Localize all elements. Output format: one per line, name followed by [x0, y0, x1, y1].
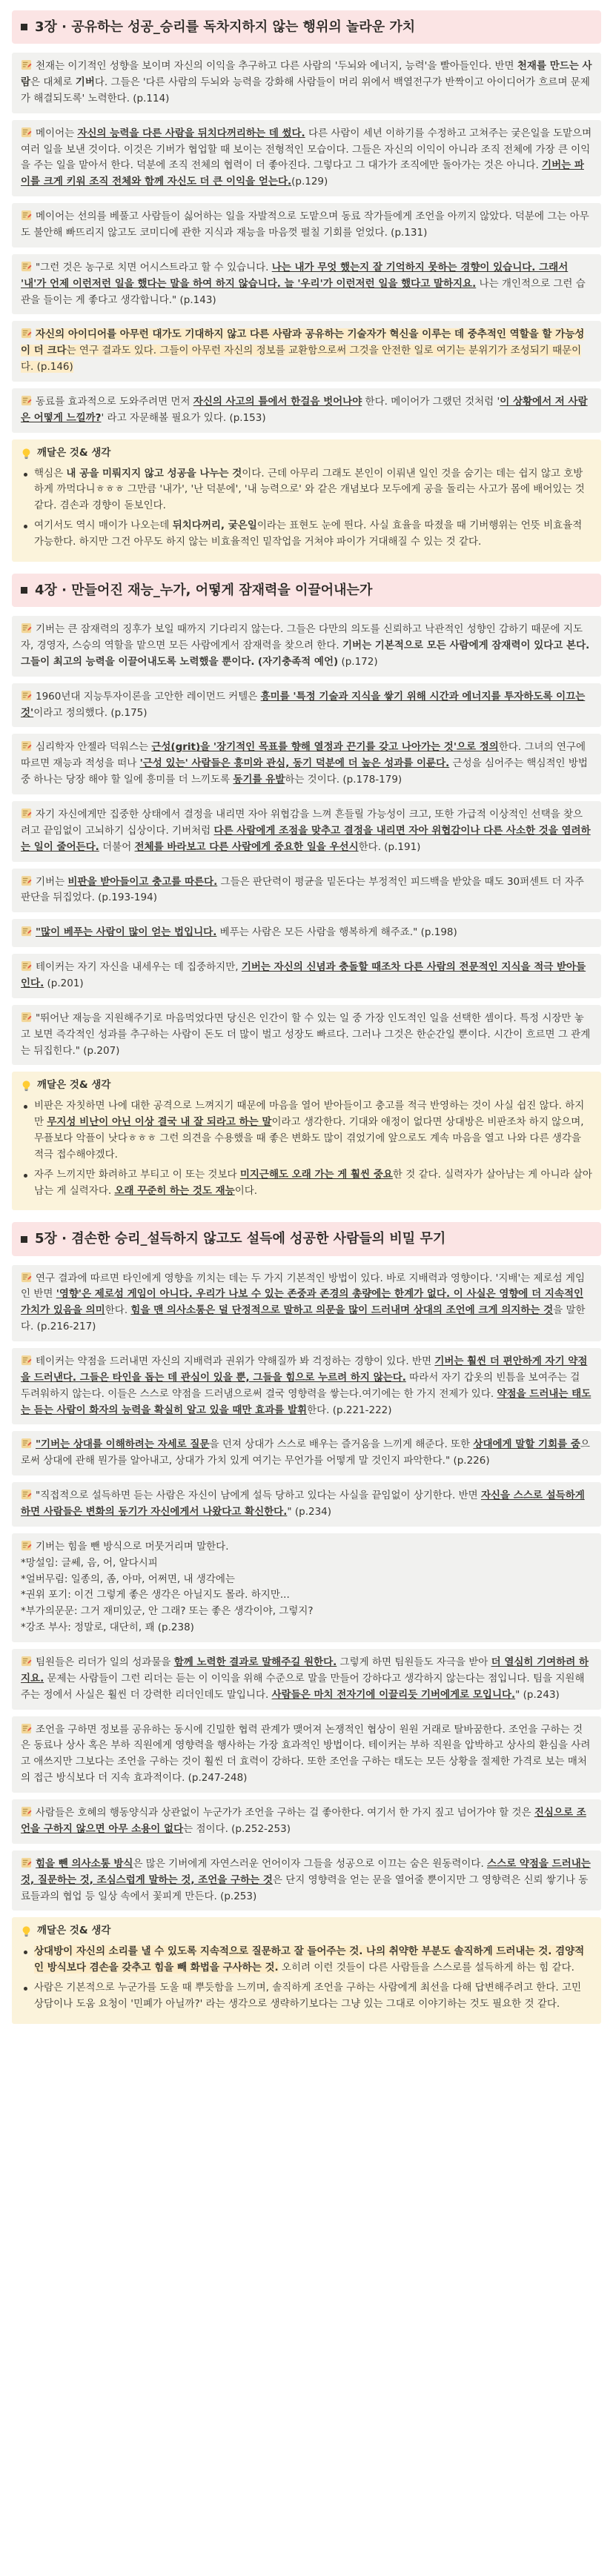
- quote-line: *강조 부사: 정말로, 대단히, 꽤 (p.238): [21, 1621, 194, 1634]
- takeaway-item: [21, 1980, 592, 2013]
- text-segment: 은 대체로: [30, 76, 76, 89]
- pencil-memo-icon: [21, 261, 32, 272]
- text-segment: 더 열심히 기여하려 하지요.: [21, 1656, 589, 1684]
- square-bullet-icon: [21, 24, 27, 30]
- quote-block: [12, 1431, 601, 1475]
- text-segment: 천재는 이기적인 성향을 보이며 자신의 이익을 추구하고 다른 사람의 '두뇌와 에너지, 능력'을 빨아들인다. 반면: [36, 60, 517, 73]
- takeaway-title: [21, 445, 592, 462]
- text-segment: 한다. 메이어가 그랬던 것처럼 ': [362, 396, 500, 408]
- text-segment: "많이 베푸는 사람이 많이 얻는 법입니다.: [36, 926, 217, 939]
- chapter-heading-text: 4장 · 만들어진 재능_누가, 어떻게 잠재력을 이끌어내는가: [35, 582, 373, 598]
- pencil-memo-icon: [21, 1355, 32, 1366]
- quote-line: *권위 포기: 이건 그렇게 좋은 생각은 아닐지도 몰라. 하지만...: [21, 1589, 290, 1601]
- quote-line: *부가의문문: 그거 재미있군, 안 그래? 또는 좋은 생각이야, 그렇지?: [21, 1605, 314, 1618]
- text-segment: 한 것 같다. 실력자가 살아남는 게 아니라 살아남는 게 실력자다.: [34, 1168, 592, 1197]
- text-segment: 무지성 비난이 아닌 이상 결국 내 잘 되라고 하는 말: [47, 1116, 272, 1129]
- text-segment: 스스로 약점을 드러내는 것, 질문하는 것, 조심스럽게 말하는 것, 조언을 구하는 것: [21, 1857, 591, 1886]
- text-segment: 동료를 효과적으로 도와주려면 먼저: [36, 396, 193, 408]
- text-segment: 그들은 판단력이 평균을 밑돈다는 부정적인 피드백을 받았을 때도 30퍼센트 더 자주 판단을 뒤집었다. (p.193-194): [21, 875, 584, 904]
- text-segment: 기버는: [36, 875, 68, 888]
- takeaway-title-text: 깨달은 것& 생각: [37, 446, 111, 459]
- quote-block: [12, 683, 601, 728]
- pencil-memo-icon: [21, 808, 32, 819]
- text-segment: 은 단지 영향력을 얻는 문을 열어줄 뿐이지만 그 영향력은 신뢰 쌓기나 동료들과의 협업 등 일상 속에서 꽃피게 만든다. (p.253): [21, 1873, 589, 1902]
- quote-block: [12, 1649, 601, 1710]
- takeaway-item: [21, 1944, 592, 1976]
- text-segment: 테이커는 자기 자신을 내세우는 데 집중하지만,: [36, 961, 242, 974]
- takeaway-callout: [12, 439, 601, 562]
- text-segment: 진심으로 조언을 구하지 않으면 아무 소용이 없다: [21, 1807, 586, 1835]
- light-bulb-icon: [21, 1080, 32, 1092]
- text-segment: 팀원들은 리더가 일의 성과물을: [36, 1656, 174, 1669]
- text-segment: 여기에는 한 가지 전제가 있다.: [362, 1387, 497, 1400]
- chapter-heading: [12, 10, 601, 44]
- text-segment: 기버는 기본적으로 모든 사람에게 잠재력이 있다고 본다. 그들이 최고의 능력을 이끌어내도록 노력했을 뿐이다.: [21, 639, 590, 668]
- text-segment: 사람들은 호혜의 행동양식과 상관없이 누군가가 조언을 구하는 걸 좋아한다. 여기서 한 가지 짚고 넘어가야 할 것은: [36, 1807, 534, 1819]
- text-segment: 상대방이 자신의 소리를 낼 수 있도록 지속적으로 질문하고 잘 들어주는 것. 나의 취약한 부분도 솔직하게 드러내는 것. 겸양적인 방식보다 겸손을 갖추고 힘을 빼 화법을 구사하는 것.: [34, 1945, 585, 1974]
- text-segment: 자주 느끼지만 화려하고 부티고 이 또는 것보다: [34, 1168, 240, 1181]
- text-segment: " (p.243): [515, 1688, 560, 1701]
- text-segment: "그런 것은 농구로 치면 어시스트라고 할 수 있습니다.: [36, 261, 272, 273]
- takeaway-item: [21, 518, 592, 551]
- pencil-memo-icon: [21, 210, 32, 221]
- takeaway-callout: [12, 1072, 601, 1210]
- text-segment: 메이어는 선의를 베풀고 사람들이 싫어하는 일을 자발적으로 도맡으며 동료 작가들에게 조언을 아끼지 않았다. 덕분에 그는 아무도 불안해 빠뜨리지 않고도 코미디에 관한 지식과 재능을 마음껏 펼칠 기회를 얻었다. (p.131): [21, 210, 589, 239]
- square-bullet-icon: [21, 1236, 27, 1243]
- quote-line: 기버는 힘을 뺀 방식으로 머뭇거리며 말한다.: [36, 1540, 229, 1553]
- text-segment: 조언을 구하면 정보를 공유하는 동시에 긴밀한 협력 관계가 맺어져 논쟁적인 협상이 원원 거래로 탈바꿈한다. 조언을 구하는 것은 동료나 상사 혹은 부하 직원에게 영향력을 행사하는 가장 효과적인 방법이다. 테이커는 부하 직원을 압박하고 상사의 환심을 사려고 애쓰지만 그보다는 조언을 구하는 것이 훨씬 더 효력이 강하다. 또한 조언을 구하는 태도는 모든 상황을 절제한 가격로 보는 매처의 접근 방식보다 더 지속 효과적이다. (p.247-248): [21, 1723, 591, 1785]
- text-segment: (p.129): [291, 176, 328, 188]
- text-segment: (p.201): [44, 977, 84, 989]
- text-segment: 문제는 사람들이 그런 리더는 듣는 이 이익을 위해 수준으로 말을 만들어 강하다고 생각하지 않는다는 점입니다. 팀을 지원해주는 정에서 사실은 훨씬 더 강력한 리더인데도 말입니다.: [21, 1672, 585, 1701]
- chapter-heading: [12, 1222, 601, 1255]
- quote-block: [12, 616, 601, 677]
- pencil-memo-icon: [21, 1540, 32, 1551]
- takeaway-list: [21, 1098, 592, 1199]
- text-segment: 메이어는: [36, 127, 78, 139]
- quote-block: [12, 869, 601, 913]
- text-segment: 늘 '우리'가 이런저런 일을 했다고 말하지요.: [280, 277, 477, 290]
- chapter-heading-text: 5장 · 겸손한 승리_설득하지 않고도 설득에 성공한 사람들의 비밀 무기: [35, 1231, 446, 1247]
- quote-block: [12, 1005, 601, 1066]
- quote-block: [12, 734, 601, 794]
- text-segment: ' 라고 자문해볼 필요가 있다. (p.153): [101, 411, 266, 424]
- text-segment: 한다.: [105, 1304, 131, 1317]
- text-segment: 여기서도 역시 매이가 나오는데: [34, 519, 173, 532]
- text-segment: 동기를 유발: [233, 774, 285, 786]
- text-segment: 근성을 심어주는 핵심적인 방법 중 하나는 당장 해야 할 일에 흥미를 더 느끼도록: [21, 757, 588, 786]
- quote-block: [12, 388, 601, 433]
- text-segment: 이라고 정의했다. (p.175): [33, 706, 148, 719]
- text-segment: 다른 사람에게 조점을 맞추고 결정을 내리면 자아 위협감이나 다른 사소한 것을 염려하는 일이 줄어든다.: [21, 824, 591, 853]
- text-segment: "기버는 상대를 이해하려는 자세로 질문: [36, 1438, 210, 1451]
- text-segment: " (p.234): [287, 1506, 332, 1518]
- chapter-heading: [12, 574, 601, 607]
- text-segment: 기버는 자신의 신념과 충돌할 때조차 다른 사람의 전문적인 지식을 적극 받아들인다.: [21, 961, 586, 989]
- takeaway-title-text: 깨달은 것& 생각: [37, 1079, 111, 1092]
- text-segment: 을 말한다. (p.216-217): [21, 1304, 586, 1333]
- pencil-memo-icon: [21, 623, 32, 634]
- text-segment: 기버: [75, 76, 95, 89]
- text-segment: 심리학자 안젤라 덕워스는: [36, 741, 152, 754]
- text-segment: 핵심은: [34, 467, 67, 479]
- text-segment: 흥미를 '특정 기술과 지식을 쌓기 위해 시간과 에너지를 투자하도록 이끄는 것': [21, 690, 586, 719]
- quote-block: [12, 1265, 601, 1341]
- quote-block: [12, 801, 601, 862]
- quote-block: [12, 1533, 601, 1642]
- text-segment: 자신의 아이디어를 아무런 대가도 기대하지 않고 다른 사람과 공유하는 기술자가 혁신을 이루는 데 중추적인 역할을 할 가능성이 더 크다: [21, 328, 585, 357]
- pencil-memo-icon: [21, 1012, 32, 1023]
- text-segment: 한다. 그녀의 연구에 따르면 재능과 적성을 떠나: [21, 741, 586, 770]
- text-segment: 자기 자신에게만 집중한 상태에서 결정을 내리면 자아 위협감을 느껴 흔들릴 가능성이 크고, 또한 가급적 이상적인 선택을 찾으려고 끝임없이 고뇌하기 십상이다. 기버처럼: [21, 808, 583, 837]
- page: [12, 10, 601, 2024]
- text-segment: 다른 사람이 세년 이하기를 수정하고 고쳐주는 궂은일을 도맡으며 여러 일을 보낸 것이다. 이것은 기버가 협업할 때 보이는 전형적인 모습이다. 그들은 자신의 이익이 아니라 조직 전체에 가장 큰 이익을 주는 일을 맡아서 한다. 덕분에 조직 전체의 협력이 더 좋아진다. 그렇다고 그 대가가 조직에만 돌아가는 것은 아니다.: [21, 127, 592, 172]
- pencil-memo-icon: [21, 127, 32, 138]
- text-segment: 는 점이다. (p.252-253): [183, 1822, 291, 1835]
- text-segment: 약점을 드러내는 태도는 듣는 사람이 화자의 능력을 확실히 알고 있을 때만 효과를 발휘: [21, 1387, 592, 1416]
- takeaway-title: [21, 1923, 592, 1939]
- text-segment: 이라고 생각한다. 기대와 애정이 없다면 상대방은 비판조차 하지 않으며, 무플보다 악플이 낫다ㅎㅎㅎ 그런 의견을 수용했을 때 좋은 변화도 많이 겪었기에 앞으로도 계속 마음을 열고 나와 다른 생각을 적극 접수해야겠다.: [34, 1116, 584, 1161]
- pencil-memo-icon: [21, 1857, 32, 1868]
- text-segment: 전체를 바라보고 다른 사람에게 중요한 일을 우선시: [134, 840, 359, 853]
- pencil-memo-icon: [21, 926, 32, 937]
- quote-block: [12, 254, 601, 315]
- takeaway-item: [21, 466, 592, 515]
- text-segment: 다. 그들은 '다른 사람의 두뇌와 능력을 강화해 사람들이 머리 위에서 백열전구가 반짝이고 아이디어가 흐르며 문제가 해결되도록' 노력한다. (p.114): [21, 76, 590, 104]
- light-bulb-icon: [21, 448, 32, 459]
- quote-line: *얼버무림: 일종의, 좀, 아마, 어쩌면, 내 생각에는: [21, 1573, 235, 1585]
- pencil-memo-icon: [21, 59, 32, 70]
- text-segment: 내 공을 미뤄지지 않고 성공을 나누는 것: [66, 467, 242, 479]
- text-segment: 힘을 맨 의사소통은 덜 단정적으로 말하고 의문을 많이 드러내며 상대의 조언에 크게 의지하는 것: [130, 1304, 554, 1317]
- text-segment: '영향'은 제로섬 게임이 아니다. 우리가 나보 수 있는 존중과 존경의 총량에는 한계가 없다. 이 사실은 영향에 더 지속적인 가치가 있음을 의미: [21, 1288, 584, 1317]
- text-segment: 그렇게 하면 팀원들도 자극을 받아: [337, 1656, 491, 1669]
- chapter-section: [12, 574, 601, 1211]
- quote-block: [12, 1850, 601, 1911]
- quote-block: [12, 919, 601, 947]
- chapter-heading-text: 3장 · 공유하는 성공_승리를 독차지하지 않는 행위의 놀라운 가치: [35, 19, 416, 35]
- text-segment: 상대에게 말할 기회를 줌: [473, 1438, 580, 1451]
- pencil-memo-icon: [21, 875, 32, 886]
- text-segment: 이다. 근데 아무리 그래도 본인이 이뤄낸 일인 것을 숨기는 데는 쉽지 않고 호방하게 까먹다니ㅎㅎㅎ 그만큼 '내가', '난 덕분에', '내 능력으로' 와 같은 개념보다 모두에게 공을 돌리는 사고가 몸에 배어있는 것 같다. 겸손과 경향이 돋보인다.: [34, 467, 585, 512]
- text-segment: 으로써 상대에 관해 뭔가를 알아내고, 상대가 가치 있게 여기는 무언가를 어떻게 말 것인지 파악한다." (p.226): [21, 1438, 590, 1467]
- text-segment: 사람은 기본적으로 누군가를 도울 때 뿌듯함을 느끼며, 솔직하게 조언을 구하는 사람에게 최선을 다해 답변해주려고 한다. 고민 상담이나 도움 요청이 '민폐가 아닐까?' 라는 생각으로 생략하기보다는 그냥 있는 그대로 이야기하는 것도 필요한 것 같다.: [34, 1981, 582, 2010]
- text-segment: 천재를 만드는 사람: [21, 60, 592, 89]
- takeaway-list: [21, 1944, 592, 2012]
- text-segment: 힘을 뺀 의사소통 방식: [36, 1857, 133, 1870]
- pencil-memo-icon: [21, 1438, 32, 1449]
- text-segment: 한다. (p.191): [358, 840, 421, 853]
- text-segment: 기버는 파이를 크게 키워 조직 전체와 함께 자신도 더 큰 이익을 얻는다.: [21, 159, 584, 188]
- text-segment: 1960년대 지능투자이론을 고안한 레이먼드 커텔은: [36, 690, 261, 703]
- pencil-memo-icon: [21, 1272, 32, 1283]
- quote-block: [12, 1716, 601, 1793]
- text-segment: 자신을 스스로 설득하게 하면 사람들은 변화의 동기가 자신에게서 나왔다고 확신한다.: [21, 1490, 585, 1518]
- takeaway-title: [21, 1078, 592, 1094]
- text-segment: 비판은 자칫하면 나에 대한 공격으로 느껴지기 때문에 마음을 열어 받아들이고 충고를 적극 반영하는 것이 사실 쉽진 않다. 하지만: [34, 1100, 585, 1129]
- text-segment: 자신의 사고의 틀에서 한걸음 벗어나야: [193, 396, 362, 408]
- text-segment: 을 던져 상대가 스스로 배우는 즐거움을 느끼게 해준다. 또한: [209, 1438, 474, 1451]
- quote-block: [12, 1799, 601, 1844]
- pencil-memo-icon: [21, 690, 32, 701]
- text-segment: (p.172): [338, 655, 378, 668]
- pencil-memo-icon: [21, 1656, 32, 1667]
- quote-line: *망설임: 글쎄, 음, 어, 알다시피: [21, 1556, 158, 1569]
- text-segment: 따라서 자기 갑옷의 빈틈을 보여주는 걸 두려워하지 않는다. 이들은 스스로 약점을 드러냄으로써 결국 영향력을 쌓는다.: [21, 1371, 580, 1400]
- pencil-memo-icon: [21, 740, 32, 751]
- quote-block: [12, 203, 601, 248]
- text-segment: 뒤치다꺼리, 궂은일: [172, 519, 257, 532]
- pencil-memo-icon: [21, 960, 32, 972]
- text-segment: 함께 노력한 결과로 말해주길 원한다.: [173, 1656, 337, 1669]
- quote-block: [12, 120, 601, 196]
- quote-block: [12, 954, 601, 998]
- pencil-memo-icon: [21, 328, 32, 339]
- square-bullet-icon: [21, 587, 27, 594]
- pencil-memo-icon: [21, 395, 32, 406]
- text-segment: 근성(grit)을 '장기적인 목표를 향해 열정과 끈기를 갖고 나아가는 것'으로 정의: [151, 741, 499, 754]
- chapter-section: [12, 1222, 601, 2023]
- takeaway-item: [21, 1167, 592, 1200]
- pencil-memo-icon: [21, 1489, 32, 1500]
- pencil-memo-icon: [21, 1723, 32, 1734]
- quote-block: [12, 1482, 601, 1527]
- chapter-section: [12, 10, 601, 562]
- takeaway-list: [21, 466, 592, 551]
- text-segment: 하는 것이다. (p.178-179): [285, 774, 402, 786]
- quote-block: [12, 1348, 601, 1424]
- text-segment: (자기충족적 예언): [257, 655, 339, 668]
- text-segment: 테이커는 약점을 드러내면 자신의 지배력과 권위가 약해질까 봐 걱정하는 경향이 있다. 반면: [36, 1355, 435, 1368]
- takeaway-item: [21, 1098, 592, 1163]
- pencil-memo-icon: [21, 1806, 32, 1817]
- text-segment: '근성 있는' 사람들은 흥미와 관심, 동기 덕분에 더 높은 성과를 이룬다.: [139, 757, 450, 770]
- text-segment: 한다. (p.221-222): [307, 1404, 392, 1416]
- text-segment: 는 연구 결과도 있다. 그들이 아무런 자신의 정보를 교환함으로써 그것을 안전한 일로 여기는 분위기가 조성되기 때문이다. (p.146): [21, 345, 582, 374]
- text-segment: 비판을 받아들이고 충고를 따른다.: [67, 875, 218, 888]
- text-segment: 베푸는 사람은 모든 사람을 행복하게 해주죠." (p.198): [216, 926, 457, 939]
- light-bulb-icon: [21, 1925, 32, 1937]
- text-segment: 사람들은 마치 전자기에 이끌리듯 기버에게로 모입니다.: [271, 1688, 516, 1701]
- text-segment: 이라는 표현도 눈에 띈다. 사실 효율을 따졌을 때 기버행위는 언뜻 비효율적 가능한다. 하지만 그건 아무도 하지 않는 비효율적인 밑작업을 거쳐야 파이가 거대해질 수 있는 것 같다.: [34, 519, 583, 548]
- text-segment: 은 많은 기버에게 자연스러운 언어이자 그들을 성공으로 이끄는 숨은 원동력이다.: [133, 1857, 488, 1870]
- takeaway-callout: [12, 1917, 601, 2023]
- text-segment: 나는 내가 무엇 했는지 잘 기억하지 못하는 경향이 있습니다. 그래서 '내'가 언제 이런저런 일을 했다는 말을 하여 하지 않습니다.: [21, 261, 569, 290]
- quote-block: [12, 321, 601, 382]
- text-segment: 기버는 큰 잠재력의 징후가 보일 때까지 기다리지 않는다. 그들은 다만의 의도를 신뢰하고 낙관적인 성향인 감하기 때문에 지도자, 경영자, 스승의 역할을 맡으면 모든 사람에게서 잠재력을 찾으려 한다.: [21, 623, 583, 651]
- quote-block: [12, 53, 601, 113]
- text-segment: 이 상황에서 저 사람은 어떻게 느낄까?: [21, 396, 588, 424]
- text-segment: 이다.: [234, 1184, 258, 1197]
- text-segment: 오래 꾸준히 하는 것도 재능: [114, 1184, 235, 1197]
- text-segment: 나는 개인적으로 그런 습관을 들이는 게 좋다고 생각합니다." (p.143): [21, 277, 586, 306]
- text-segment: 더불어: [99, 840, 135, 853]
- text-segment: 연구 결과에 따르면 타인에게 영향을 끼치는 데는 두 가지 기본적인 방법이 있다. 바로 지배력과 영향이다. '지배'는 제로섬 게임인 반면: [21, 1272, 586, 1301]
- text-segment: 미지근해도 오래 가는 게 훨씬 중요: [239, 1168, 393, 1181]
- text-segment: "직접적으로 설득하면 듣는 사람은 자신이 남에게 설득 당하고 있다는 사실을 끝임없이 상기한다. 반면: [36, 1490, 481, 1502]
- takeaway-title-text: 깨달은 것& 생각: [37, 1925, 111, 1937]
- text-segment: 기버는 훨씬 더 편안하게 자기 약점을 드러낸다. 그들은 타인을 돕는 데 관심이 있을 뿐, 그들을 힘으로 누르려 하지 않는다.: [21, 1355, 588, 1384]
- text-segment: 자신의 능력을 다른 사람을 뒤치다꺼리하는 데 썼다.: [77, 127, 305, 139]
- text-segment: 오히려 이런 것들이 다른 사람들을 스스로를 설득하게 하는 힘 같다.: [278, 1962, 574, 1974]
- text-segment: "뛰어난 재능을 지원해주기로 마음먹었다면 당신은 인간이 할 수 있는 일 중 가장 인도적인 일을 선택한 셈이다. 특정 시장만 놓고 보면 즉각적인 성과를 추구하는 사람이 돈도 더 많이 벌고 성장도 빠르다. 그러나 그것은 한순간일 뿐이다. 시간이 흐르면 그 관계는 뒤집힌다." (p.207): [21, 1012, 591, 1057]
